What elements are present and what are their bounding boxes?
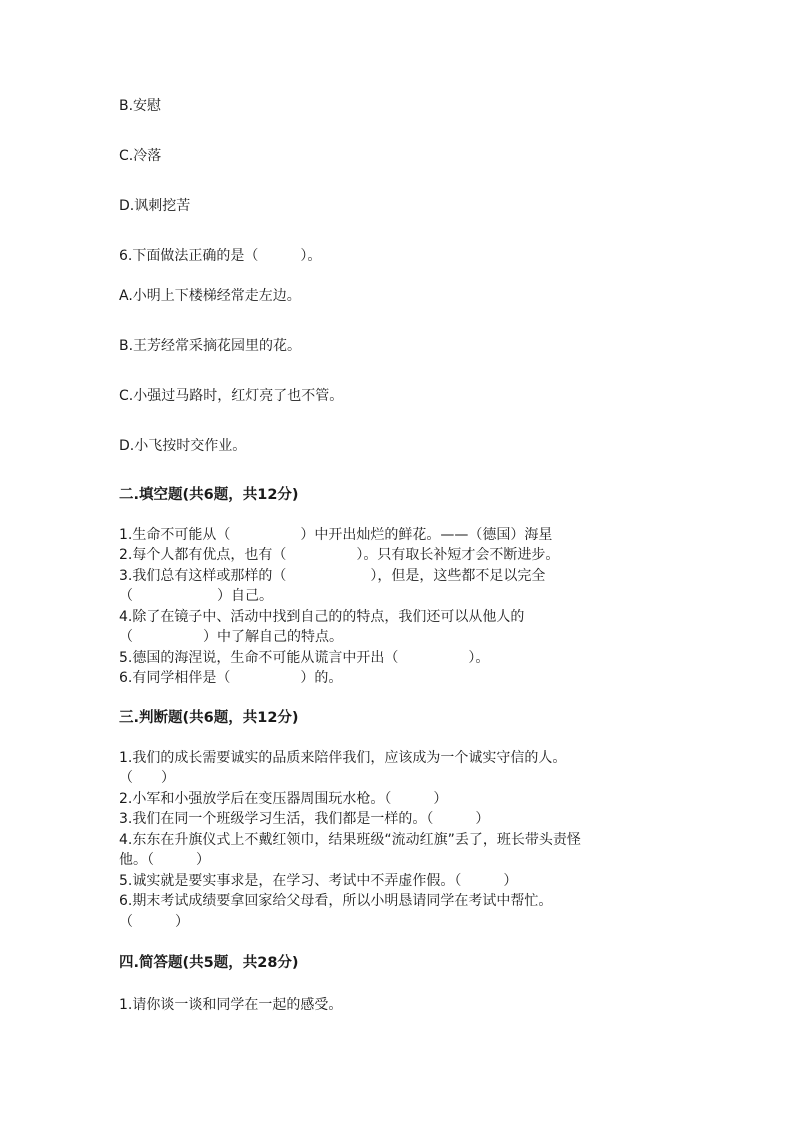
fill-q3: 3.我们总有这样或那样的（ ），但是，这些都不足以完全 bbox=[119, 568, 546, 584]
q6-option-b: B.王芳经常采摘花园里的花。 bbox=[119, 338, 302, 354]
fill-q4: 4.除了在镜子中、活动中找到自己的的特点，我们还可以从他人的 bbox=[119, 609, 525, 625]
fill-q6: 6.有同学相伴是（ ）的。 bbox=[119, 670, 343, 686]
q6-option-d: D.小飞按时交作业。 bbox=[119, 438, 247, 454]
fill-section-title: 二.填空题(共6题，共12分) bbox=[119, 487, 299, 503]
q6-option-c: C.小强过马路时，红灯亮了也不管。 bbox=[119, 388, 344, 404]
judge-section-title: 三.判断题(共6题，共12分) bbox=[119, 710, 299, 726]
short-section-title: 四.简答题(共5题，共28分) bbox=[119, 955, 299, 971]
judge-q5: 5.诚实就是要实事求是，在学习、考试中不弄虚作假。（ ） bbox=[119, 873, 518, 889]
judge-q2: 2.小军和小强放学后在变压器周围玩水枪。（ ） bbox=[119, 791, 448, 807]
judge-q4-cont: 他。（ ） bbox=[119, 852, 210, 868]
judge-q6-cont: （ ） bbox=[119, 914, 189, 930]
fill-q1: 1.生命不可能从（ ）中开出灿烂的鲜花。——（德国）海星 bbox=[119, 527, 553, 543]
q5-option-b: B.安慰 bbox=[119, 98, 162, 114]
judge-q4: 4.东东在升旗仪式上不戴红领巾，结果班级“流动红旗”丢了，班长带头责怪 bbox=[119, 832, 581, 848]
short-q1: 1.请你谈一谈和同学在一起的感受。 bbox=[119, 997, 343, 1013]
q6-stem: 6.下面做法正确的是（ ）。 bbox=[119, 248, 322, 264]
fill-q3-cont: （ ）自己。 bbox=[119, 588, 273, 604]
judge-q3: 3.我们在同一个班级学习生活，我们都是一样的。（ ） bbox=[119, 811, 490, 827]
judge-q1: 1.我们的成长需要诚实的品质来陪伴我们，应该成为一个诚实守信的人。 bbox=[119, 750, 567, 766]
fill-q2: 2.每个人都有优点，也有（ ）。只有取长补短才会不断进步。 bbox=[119, 547, 560, 563]
fill-q4-cont: （ ）中了解自己的特点。 bbox=[119, 629, 343, 645]
judge-q6: 6.期末考试成绩要拿回家给父母看，所以小明恳请同学在考试中帮忙。 bbox=[119, 893, 553, 909]
q6-option-a: A.小明上下楼梯经常走左边。 bbox=[119, 288, 301, 304]
q5-option-c: C.冷落 bbox=[119, 148, 162, 164]
fill-q5: 5.德国的海涅说，生命不可能从谎言中开出（ ）。 bbox=[119, 650, 490, 666]
q5-option-d: D.讽刺挖苦 bbox=[119, 198, 191, 214]
judge-q1-cont: （ ） bbox=[119, 770, 175, 786]
